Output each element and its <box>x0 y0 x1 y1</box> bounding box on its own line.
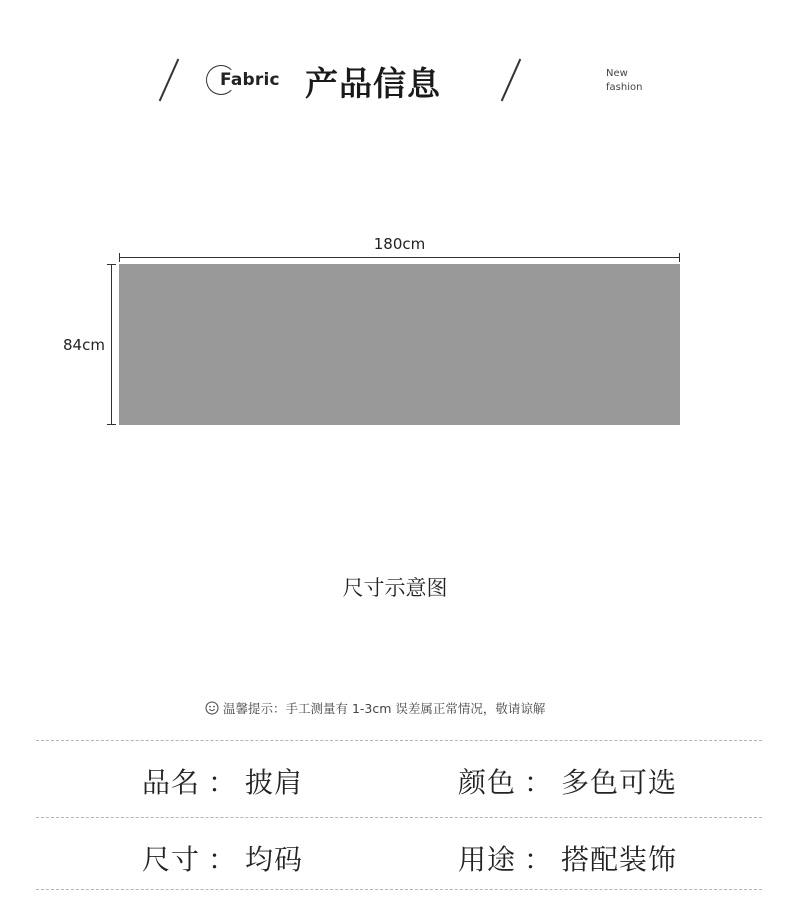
divider-slash-left <box>159 59 180 102</box>
width-dimension-label: 180cm <box>373 235 426 253</box>
table-divider-middle <box>36 817 762 818</box>
height-dimension-tick-bottom <box>107 424 116 425</box>
width-dimension-line <box>119 257 680 258</box>
size-label: 尺寸 <box>142 843 201 876</box>
info-size <box>142 838 303 878</box>
measurement-tip <box>205 699 545 717</box>
height-dimension-tick-top <box>107 264 116 265</box>
color-label: 颜色 <box>458 766 517 799</box>
height-dimension-label: 84cm <box>63 336 105 354</box>
fabric-logo <box>206 64 280 96</box>
colon-separator: ： <box>524 843 554 876</box>
product-name-label: 品名 <box>142 766 201 799</box>
divider-slash-right <box>501 59 522 102</box>
width-dimension-tick-right <box>679 253 680 262</box>
tagline <box>606 67 642 95</box>
colon-separator: ： <box>524 766 554 799</box>
table-divider-bottom <box>36 889 762 890</box>
product-name-value: 披肩 <box>245 766 304 799</box>
info-color <box>458 761 677 801</box>
info-product-name <box>142 761 303 801</box>
colon-separator: ： <box>208 766 238 799</box>
size-value: 均码 <box>245 843 304 876</box>
height-dimension-line <box>111 264 112 425</box>
tagline-line-1: New <box>606 68 628 79</box>
tagline-line-2: fashion <box>606 82 643 93</box>
usage-value: 搭配装饰 <box>561 843 678 876</box>
smile-icon <box>205 701 219 715</box>
width-dimension-tick-left <box>119 253 120 262</box>
diagram-caption: 尺寸示意图 <box>342 576 448 600</box>
colon-separator: ： <box>208 843 238 876</box>
usage-label: 用途 <box>458 843 517 876</box>
page-title: 产品信息 <box>305 64 441 103</box>
color-value: 多色可选 <box>561 766 678 799</box>
fabric-brand-text: Fabric <box>220 70 280 90</box>
shawl-size-rectangle <box>119 264 680 425</box>
table-divider-top <box>36 740 762 741</box>
info-usage <box>458 838 677 878</box>
tip-text: 温馨提示：手工测量有 1-3cm 误差属正常情况，敬请谅解 <box>223 701 546 716</box>
